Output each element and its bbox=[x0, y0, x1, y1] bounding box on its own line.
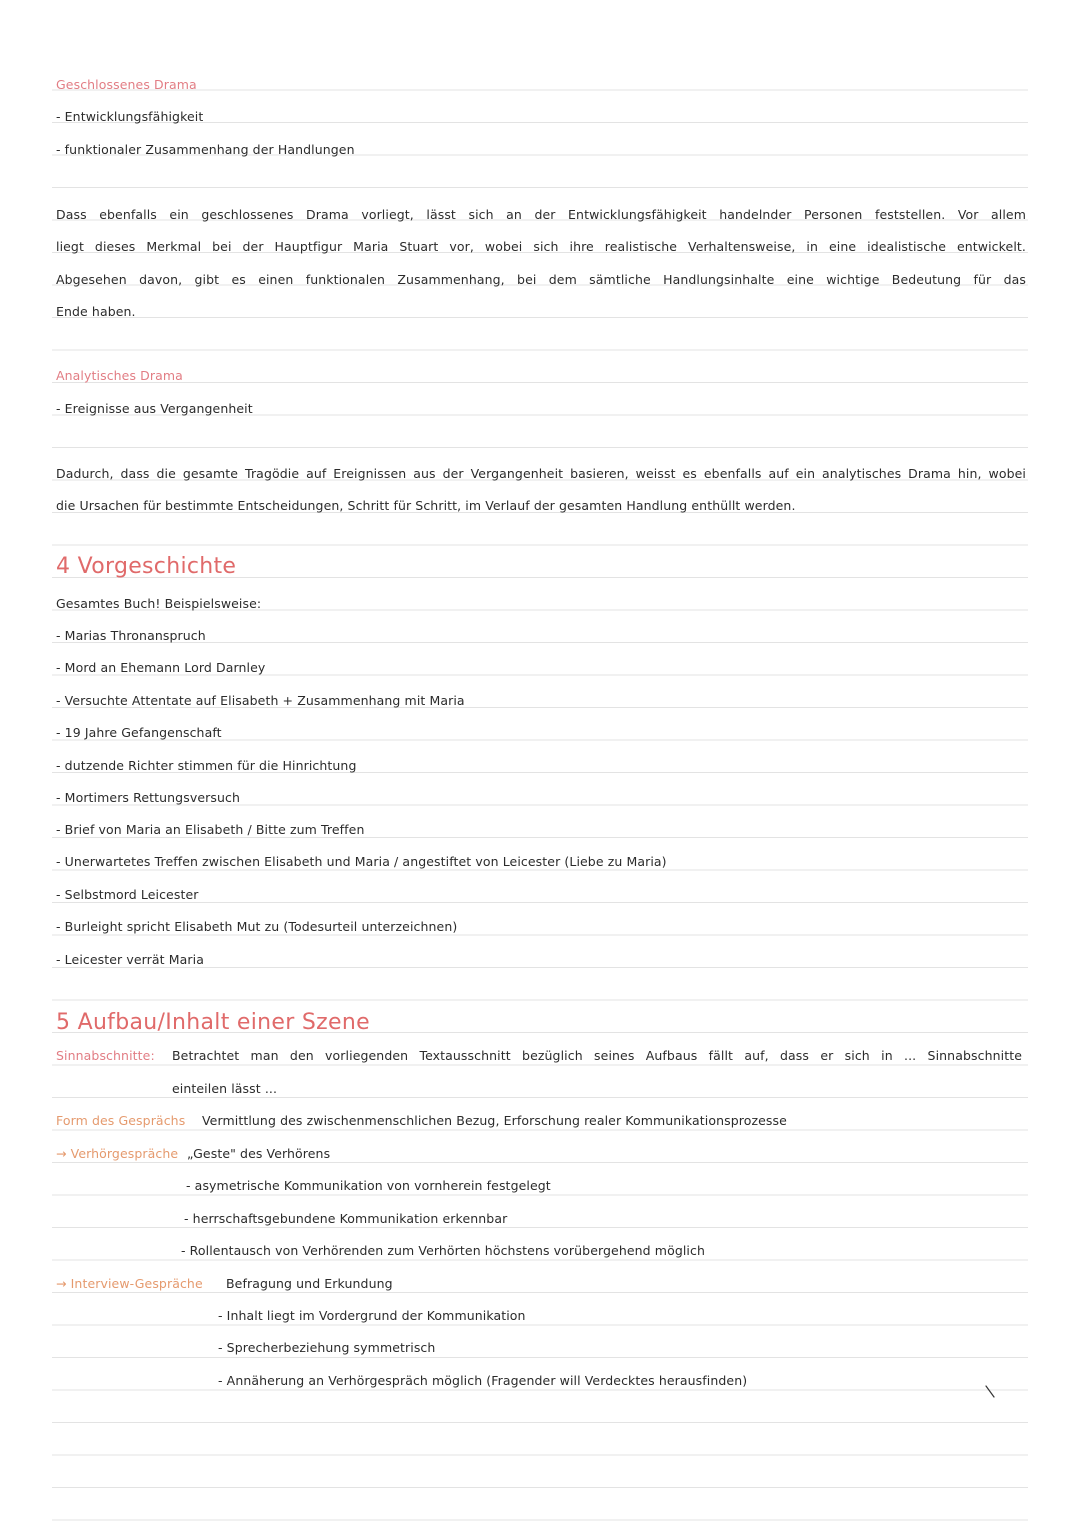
heading-vorgeschichte: 4 Vorgeschichte bbox=[56, 554, 237, 579]
label-form-des-gespraechs: Form des Gesprächs bbox=[56, 1113, 186, 1128]
list-item: - Versuchte Attentate auf Elisabeth + Zusammenhang mit Maria bbox=[56, 693, 465, 708]
list-item: - Leicester verrät Maria bbox=[56, 952, 204, 967]
list-item: - Brief von Maria an Elisabeth / Bitte zum Treffen bbox=[56, 822, 365, 837]
bullet: - Entwicklungsfähigkeit bbox=[56, 109, 204, 124]
sinnabschnitte-text: Betrachtet man den vorliegenden Textausschnitt bezüglich seines Aufbaus fällt auf, dass er sich in ... Sinnabschnitte bbox=[172, 1048, 1022, 1063]
list-item: - Selbstmord Leicester bbox=[56, 887, 199, 902]
label-verhoergespraeche: → Verhörgespräche bbox=[56, 1146, 179, 1161]
verhoer-text: „Geste" des Verhörens bbox=[187, 1146, 331, 1161]
sinnabschnitte-text: einteilen lässt ... bbox=[172, 1081, 278, 1096]
heading-aufbau: 5 Aufbau/Inhalt einer Szene bbox=[56, 1010, 370, 1035]
label-interview-gespraeche: → Interview-Gespräche bbox=[56, 1276, 203, 1291]
interview-text: Befragung und Erkundung bbox=[226, 1276, 393, 1291]
pen-stroke-mark bbox=[985, 1385, 995, 1399]
list-item: - asymetrische Kommunikation von vornherein festgelegt bbox=[186, 1178, 551, 1193]
paragraph-line: die Ursachen für bestimmte Entscheidungen, Schritt für Schritt, im Verlauf der gesamten Handlung enthüllt werden. bbox=[56, 498, 796, 513]
list-item: - 19 Jahre Gefangenschaft bbox=[56, 725, 222, 740]
list-item: - Unerwartetes Treffen zwischen Elisabeth und Maria / angestiftet von Leicester (Liebe zu Maria) bbox=[56, 854, 667, 869]
label-sinnabschnitte: Sinnabschnitte: bbox=[56, 1048, 155, 1063]
list-item: - dutzende Richter stimmen für die Hinrichtung bbox=[56, 758, 357, 773]
form-text: Vermittlung des zwischenmenschlichen Bezug, Erforschung realer Kommunikationsprozesse bbox=[202, 1113, 787, 1128]
list-item: - Burleight spricht Elisabeth Mut zu (Todesurteil unterzeichnen) bbox=[56, 919, 458, 934]
left-margin bbox=[0, 0, 52, 1527]
right-margin bbox=[1028, 0, 1080, 1527]
list-item: - Inhalt liegt im Vordergrund der Kommunikation bbox=[218, 1308, 526, 1323]
paragraph-line: Dadurch, dass die gesamte Tragödie auf Ereignissen aus der Vergangenheit basieren, weisst es ebenfalls auf ein analytisches Drama hin, wobei bbox=[56, 466, 1026, 481]
heading-analytisches-drama: Analytisches Drama bbox=[56, 368, 183, 383]
paragraph-line: liegt dieses Merkmal bei der Hauptfigur Maria Stuart vor, wobei sich ihre realistische Verhaltensweise, in eine idealistische entwickelt. bbox=[56, 239, 1026, 254]
list-item: - herrschaftsgebundene Kommunikation erkennbar bbox=[184, 1211, 508, 1226]
bullet: - funktionaler Zusammenhang der Handlungen bbox=[56, 142, 355, 157]
list-item: - Mortimers Rettungsversuch bbox=[56, 790, 240, 805]
paragraph-line: Abgesehen davon, gibt es einen funktionalen Zusammenhang, bei dem sämtliche Handlungsinhalte eine wichtige Bedeutung für das bbox=[56, 272, 1026, 287]
paragraph-line: Dass ebenfalls ein geschlossenes Drama vorliegt, lässt sich an der Entwicklungsfähigkeit handelnder Personen feststellen. Vor allem bbox=[56, 207, 1026, 222]
list-item: - Marias Thronanspruch bbox=[56, 628, 206, 643]
bullet: - Ereignisse aus Vergangenheit bbox=[56, 401, 253, 416]
list-item: - Sprecherbeziehung symmetrisch bbox=[218, 1340, 436, 1355]
paragraph-line: Ende haben. bbox=[56, 304, 136, 319]
top-margin bbox=[0, 0, 1080, 58]
intro-text: Gesamtes Buch! Beispielsweise: bbox=[56, 596, 262, 611]
list-item: - Rollentausch von Verhörenden zum Verhörten höchstens vorübergehend möglich bbox=[181, 1243, 705, 1258]
heading-geschlossenes-drama: Geschlossenes Drama bbox=[56, 77, 197, 92]
list-item: - Annäherung an Verhörgespräch möglich (Fragender will Verdecktes herausfinden) bbox=[218, 1373, 748, 1388]
list-item: - Mord an Ehemann Lord Darnley bbox=[56, 660, 266, 675]
